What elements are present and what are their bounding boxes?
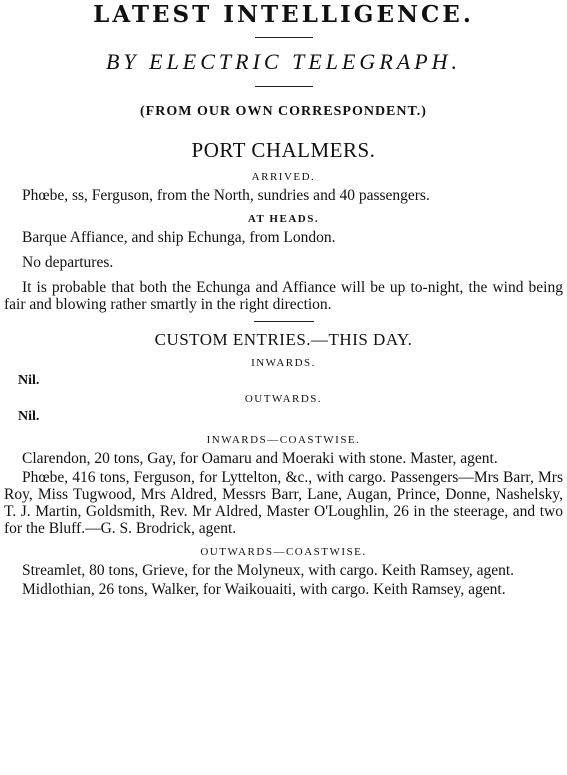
divider-rule (255, 37, 313, 38)
custom-entries-title: CUSTOM ENTRIES.—THIS DAY. (154, 330, 413, 349)
divider-rule (254, 321, 314, 322)
list-item: Streamlet, 80 tons, Grieve, for the Molyneux, with cargo. Keith Ramsey, agent. (22, 562, 515, 579)
inwards-coastwise-heading: INWARDS—COASTWISE. (206, 434, 361, 446)
arrived-entry: Phœbe, ss, Ferguson, from the North, sundries and 40 passengers. (22, 187, 430, 204)
inwards-heading: INWARDS. (251, 357, 316, 369)
place-heading: PORT CHALMERS. (191, 138, 376, 162)
list-item: Midlothian, 26 tons, Walker, for Waikouaiti, with cargo. Keith Ramsey, agent. (22, 581, 506, 598)
list-item: Clarendon, 20 tons, Gay, for Oamaru and Moeraki with stone. Master, agent. (22, 450, 498, 467)
no-departures: No departures. (22, 254, 114, 271)
outwards-coastwise-heading: OUTWARDS—COASTWISE. (200, 546, 367, 558)
masthead: LATEST INTELLIGENCE. (93, 1, 474, 28)
arrived-heading: ARRIVED. (251, 171, 316, 183)
inwards-value: Nil. (18, 373, 40, 388)
outwards-heading: OUTWARDS. (244, 393, 323, 405)
outwards-value: Nil. (18, 409, 40, 424)
at-heads-entry: Barque Affiance, and ship Echunga, from London. (22, 229, 336, 246)
correspondent-line: (FROM OUR OWN CORRESPONDENT.) (140, 104, 427, 119)
at-heads-heading: AT HEADS. (247, 213, 320, 225)
divider-rule (255, 86, 313, 87)
list-item: Phœbe, 416 tons, Ferguson, for Lyttelton, &c., with cargo. Passengers—Mrs Barr, Mrs Roy, Miss Tugwood, Mrs Aldred, Messrs Barr, Lane, Augan, Prince, Donne, Nashelsky, T. J. Martin, Goldsmith, Rev. Mr Aldred, Master O'Loughlin, 26 in the steerage, and two for the Bluff.—G. S. Brodrick, agent. (4, 469, 563, 537)
subhead: BY ELECTRIC TELEGRAPH. (105, 49, 462, 74)
arrival-note: It is probable that both the Echunga and Affiance will be up to-night, the wind being fair and blowing rather smartly in the right direction. (4, 279, 563, 313)
